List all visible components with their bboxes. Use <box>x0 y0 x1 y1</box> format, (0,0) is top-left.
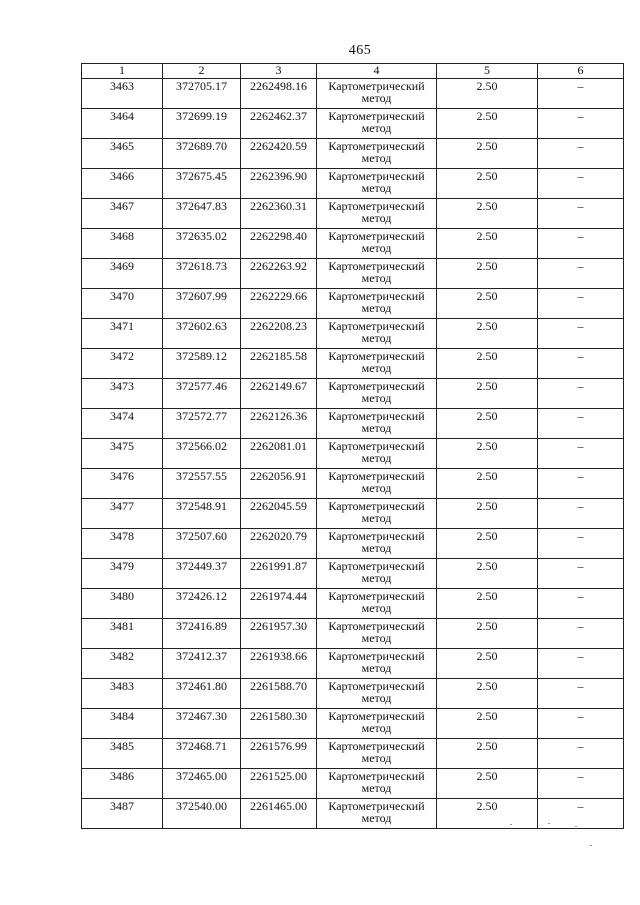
method-cell: Картометрический метод <box>317 499 437 529</box>
coordinate-x-cell: 372412.37 <box>163 649 241 679</box>
note-cell: – <box>538 499 624 529</box>
table-row <box>82 199 624 229</box>
note-cell: – <box>538 319 624 349</box>
coordinate-y-cell: 2262396.90 <box>241 169 317 199</box>
method-cell: Картометрический метод <box>317 199 437 229</box>
table-row <box>82 139 624 169</box>
method-cell: Картометрический метод <box>317 469 437 499</box>
note-cell: – <box>538 469 624 499</box>
point-number-cell: 3477 <box>82 499 163 529</box>
coordinate-x-cell: 372426.12 <box>163 589 241 619</box>
method-cell: Картометрический метод <box>317 649 437 679</box>
accuracy-cell: 2.50 <box>437 109 538 139</box>
column-header-5: 5 <box>437 64 538 79</box>
note-cell: – <box>538 589 624 619</box>
note-cell: – <box>538 169 624 199</box>
coordinate-y-cell: 2262126.36 <box>241 409 317 439</box>
note-cell: – <box>538 289 624 319</box>
coordinate-x-cell: 372577.46 <box>163 379 241 409</box>
accuracy-cell: 2.50 <box>437 79 538 109</box>
accuracy-cell: 2.50 <box>437 439 538 469</box>
point-number-cell: 3469 <box>82 259 163 289</box>
note-cell: – <box>538 559 624 589</box>
note-cell: – <box>538 529 624 559</box>
method-cell: Картометрический метод <box>317 559 437 589</box>
accuracy-cell: 2.50 <box>437 679 538 709</box>
note-cell: – <box>538 799 624 829</box>
method-cell: Картометрический метод <box>317 739 437 769</box>
point-number-cell: 3476 <box>82 469 163 499</box>
coordinate-y-cell: 2261991.87 <box>241 559 317 589</box>
coordinate-x-cell: 372540.00 <box>163 799 241 829</box>
method-cell: Картометрический метод <box>317 799 437 829</box>
table-row <box>82 289 624 319</box>
table-row <box>82 589 624 619</box>
accuracy-cell: 2.50 <box>437 589 538 619</box>
table-row <box>82 259 624 289</box>
point-number-cell: 3465 <box>82 139 163 169</box>
method-cell: Картометрический метод <box>317 169 437 199</box>
accuracy-cell: 2.50 <box>437 649 538 679</box>
table-row <box>82 319 624 349</box>
coordinate-y-cell: 2262263.92 <box>241 259 317 289</box>
coordinate-y-cell: 2262462.37 <box>241 109 317 139</box>
accuracy-cell: 2.50 <box>437 289 538 319</box>
table-row <box>82 619 624 649</box>
coordinate-y-cell: 2262298.40 <box>241 229 317 259</box>
table-row <box>82 379 624 409</box>
point-number-cell: 3468 <box>82 229 163 259</box>
column-header-4: 4 <box>317 64 437 79</box>
note-cell: – <box>538 769 624 799</box>
coordinate-x-cell: 372449.37 <box>163 559 241 589</box>
coordinate-y-cell: 2262498.16 <box>241 79 317 109</box>
accuracy-cell: 2.50 <box>437 169 538 199</box>
coordinate-y-cell: 2262229.66 <box>241 289 317 319</box>
coordinate-y-cell: 2261580.30 <box>241 709 317 739</box>
method-cell: Картометрический метод <box>317 409 437 439</box>
accuracy-cell: 2.50 <box>437 469 538 499</box>
coordinate-x-cell: 372467.30 <box>163 709 241 739</box>
note-cell: – <box>538 409 624 439</box>
coordinate-y-cell: 2262149.67 <box>241 379 317 409</box>
coordinate-x-cell: 372572.77 <box>163 409 241 439</box>
table-row <box>82 799 624 829</box>
table-row <box>82 739 624 769</box>
table-row <box>82 679 624 709</box>
page-number: 465 <box>348 43 372 58</box>
coordinate-x-cell: 372465.00 <box>163 769 241 799</box>
note-cell: – <box>538 379 624 409</box>
coordinate-y-cell: 2262045.59 <box>241 499 317 529</box>
column-header-6: 6 <box>538 64 624 79</box>
coordinate-x-cell: 372602.63 <box>163 319 241 349</box>
coordinate-y-cell: 2261957.30 <box>241 619 317 649</box>
table-row <box>82 109 624 139</box>
point-number-cell: 3486 <box>82 769 163 799</box>
point-number-cell: 3464 <box>82 109 163 139</box>
table-row <box>82 79 624 109</box>
coordinate-x-cell: 372507.60 <box>163 529 241 559</box>
point-number-cell: 3474 <box>82 409 163 439</box>
coordinate-x-cell: 372557.55 <box>163 469 241 499</box>
coordinate-x-cell: 372705.17 <box>163 79 241 109</box>
coordinate-x-cell: 372618.73 <box>163 259 241 289</box>
accuracy-cell: 2.50 <box>437 799 538 829</box>
coordinate-y-cell: 2262020.79 <box>241 529 317 559</box>
point-number-cell: 3463 <box>82 79 163 109</box>
table-row <box>82 499 624 529</box>
method-cell: Картометрический метод <box>317 679 437 709</box>
table-row <box>82 439 624 469</box>
accuracy-cell: 2.50 <box>437 229 538 259</box>
note-cell: – <box>538 619 624 649</box>
table-row <box>82 229 624 259</box>
coordinate-y-cell: 2261465.00 <box>241 799 317 829</box>
coordinate-y-cell: 2262208.23 <box>241 319 317 349</box>
point-number-cell: 3484 <box>82 709 163 739</box>
accuracy-cell: 2.50 <box>437 319 538 349</box>
point-number-cell: 3482 <box>82 649 163 679</box>
note-cell: – <box>538 679 624 709</box>
note-cell: – <box>538 139 624 169</box>
point-number-cell: 3487 <box>82 799 163 829</box>
table-header <box>82 64 624 79</box>
accuracy-cell: 2.50 <box>437 709 538 739</box>
method-cell: Картометрический метод <box>317 529 437 559</box>
table-row <box>82 469 624 499</box>
coordinates-table <box>81 63 624 829</box>
method-cell: Картометрический метод <box>317 589 437 619</box>
table-row <box>82 409 624 439</box>
column-header-3: 3 <box>241 64 317 79</box>
point-number-cell: 3479 <box>82 559 163 589</box>
coordinate-x-cell: 372635.02 <box>163 229 241 259</box>
coordinate-x-cell: 372468.71 <box>163 739 241 769</box>
coordinate-x-cell: 372416.89 <box>163 619 241 649</box>
coordinate-y-cell: 2261938.66 <box>241 649 317 679</box>
accuracy-cell: 2.50 <box>437 199 538 229</box>
coordinate-y-cell: 2261525.00 <box>241 769 317 799</box>
table-row <box>82 559 624 589</box>
method-cell: Картометрический метод <box>317 259 437 289</box>
coordinate-y-cell: 2262420.59 <box>241 139 317 169</box>
method-cell: Картометрический метод <box>317 619 437 649</box>
method-cell: Картометрический метод <box>317 79 437 109</box>
accuracy-cell: 2.50 <box>437 529 538 559</box>
point-number-cell: 3473 <box>82 379 163 409</box>
coordinate-x-cell: 372461.80 <box>163 679 241 709</box>
method-cell: Картометрический метод <box>317 439 437 469</box>
coordinate-y-cell: 2261576.99 <box>241 739 317 769</box>
coordinate-x-cell: 372699.19 <box>163 109 241 139</box>
accuracy-cell: 2.50 <box>437 619 538 649</box>
method-cell: Картометрический метод <box>317 229 437 259</box>
accuracy-cell: 2.50 <box>437 349 538 379</box>
accuracy-cell: 2.50 <box>437 139 538 169</box>
point-number-cell: 3481 <box>82 619 163 649</box>
accuracy-cell: 2.50 <box>437 379 538 409</box>
point-number-cell: 3480 <box>82 589 163 619</box>
method-cell: Картометрический метод <box>317 289 437 319</box>
accuracy-cell: 2.50 <box>437 409 538 439</box>
point-number-cell: 3467 <box>82 199 163 229</box>
coordinate-x-cell: 372548.91 <box>163 499 241 529</box>
column-header-1: 1 <box>82 64 163 79</box>
note-cell: – <box>538 259 624 289</box>
coordinate-x-cell: 372566.02 <box>163 439 241 469</box>
coordinate-x-cell: 372607.99 <box>163 289 241 319</box>
point-number-cell: 3466 <box>82 169 163 199</box>
coordinate-x-cell: 372689.70 <box>163 139 241 169</box>
accuracy-cell: 2.50 <box>437 259 538 289</box>
note-cell: – <box>538 709 624 739</box>
accuracy-cell: 2.50 <box>437 559 538 589</box>
accuracy-cell: 2.50 <box>437 499 538 529</box>
table-row <box>82 529 624 559</box>
note-cell: – <box>538 109 624 139</box>
method-cell: Картометрический метод <box>317 139 437 169</box>
coordinate-y-cell: 2261974.44 <box>241 589 317 619</box>
table-row <box>82 709 624 739</box>
table-row <box>82 349 624 379</box>
method-cell: Картометрический метод <box>317 349 437 379</box>
table-row <box>82 169 624 199</box>
method-cell: Картометрический метод <box>317 379 437 409</box>
note-cell: – <box>538 739 624 769</box>
scan-speck <box>590 845 592 846</box>
method-cell: Картометрический метод <box>317 319 437 349</box>
coordinate-y-cell: 2262360.31 <box>241 199 317 229</box>
scan-speck <box>548 823 550 824</box>
header-row <box>82 64 624 79</box>
note-cell: – <box>538 649 624 679</box>
coordinate-y-cell: 2262081.01 <box>241 439 317 469</box>
table-row <box>82 649 624 679</box>
coordinate-y-cell: 2262056.91 <box>241 469 317 499</box>
point-number-cell: 3478 <box>82 529 163 559</box>
coordinate-y-cell: 2262185.58 <box>241 349 317 379</box>
method-cell: Картометрический метод <box>317 769 437 799</box>
scan-speck <box>575 826 577 827</box>
note-cell: – <box>538 439 624 469</box>
note-cell: – <box>538 79 624 109</box>
accuracy-cell: 2.50 <box>437 769 538 799</box>
point-number-cell: 3471 <box>82 319 163 349</box>
coordinate-x-cell: 372647.83 <box>163 199 241 229</box>
point-number-cell: 3470 <box>82 289 163 319</box>
note-cell: – <box>538 229 624 259</box>
note-cell: – <box>538 199 624 229</box>
method-cell: Картометрический метод <box>317 709 437 739</box>
table-body <box>82 79 624 829</box>
point-number-cell: 3485 <box>82 739 163 769</box>
point-number-cell: 3472 <box>82 349 163 379</box>
coordinate-x-cell: 372589.12 <box>163 349 241 379</box>
point-number-cell: 3483 <box>82 679 163 709</box>
column-header-2: 2 <box>163 64 241 79</box>
accuracy-cell: 2.50 <box>437 739 538 769</box>
coordinate-x-cell: 372675.45 <box>163 169 241 199</box>
scan-speck <box>510 824 512 825</box>
note-cell: – <box>538 349 624 379</box>
point-number-cell: 3475 <box>82 439 163 469</box>
method-cell: Картометрический метод <box>317 109 437 139</box>
coordinate-y-cell: 2261588.70 <box>241 679 317 709</box>
table-row <box>82 769 624 799</box>
